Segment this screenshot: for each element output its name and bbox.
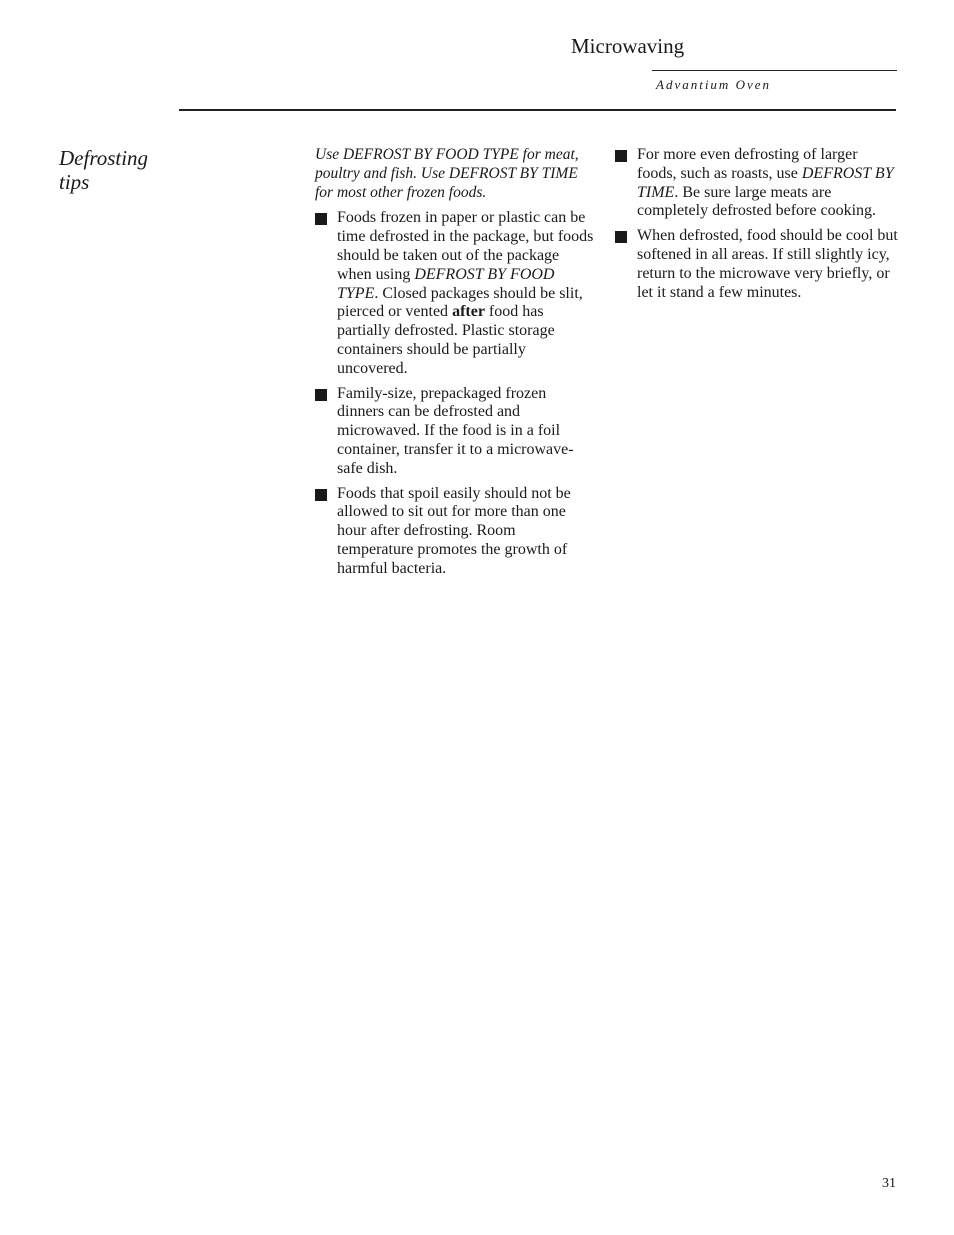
bullet-text-part: . Closed packages should be slit, pierced or vented: [337, 284, 583, 321]
bullet-text-italic: DEFROST BY TIME: [637, 164, 894, 201]
square-bullet-icon: [615, 231, 627, 243]
bullet-text-part: . Be sure large meats are completely defrosted before cooking.: [637, 183, 877, 220]
side-heading: [59, 146, 199, 194]
bullet-text: When defrosted, food should be cool but softened in all areas. If still slightly icy, return to the microwave very briefly, or let it stand a few minutes.: [637, 227, 898, 301]
side-heading-line1: Defrosting: [59, 146, 149, 170]
list-item: [315, 385, 595, 479]
bullet-text: Family-size, prepackaged frozen dinners can be defrosted and microwaved. If the food is in a foil container, transfer it to a microwave-safe dish.: [337, 384, 574, 477]
bullet-list-right: [615, 146, 900, 302]
square-bullet-icon: [315, 489, 327, 501]
section-subtitle: Advantium Oven: [656, 77, 772, 92]
list-item: [615, 227, 900, 302]
header-rule-short: [652, 70, 897, 71]
bullet-text-part: food has partially defrosted. Plastic storage containers should be partially uncovered.: [337, 303, 555, 377]
section-title: Microwaving: [571, 34, 685, 58]
column-left: [315, 146, 595, 585]
header-rule-long: [179, 109, 896, 111]
square-bullet-icon: [615, 150, 627, 162]
page-number: 31: [882, 1176, 896, 1191]
side-heading-line2: tips: [59, 170, 90, 194]
bullet-text: [637, 146, 894, 219]
list-item: [615, 146, 900, 221]
list-item: [315, 485, 595, 579]
list-item: [315, 209, 595, 378]
bullet-text: Foods that spoil easily should not be allowed to sit out for more than one hour after defrosting. Room temperature promotes the growth of harmful bacteria.: [337, 484, 571, 577]
bullet-list-left: [315, 209, 595, 578]
bullet-text: [337, 209, 593, 376]
bullet-text-part: For more even defrosting of larger foods, such as roasts, use: [637, 146, 858, 182]
square-bullet-icon: [315, 213, 327, 225]
bullet-text-part: Foods frozen in paper or plastic can be time defrosted in the package, but foods should be taken out of the package when using: [337, 209, 594, 283]
bullet-text-italic: DEFROST BY FOOD TYPE: [337, 265, 555, 302]
intro-text: Use DEFROST BY FOOD TYPE for meat, poultry and fish. Use DEFROST BY TIME for most other frozen foods.: [315, 146, 579, 201]
bullet-text-bold: after: [452, 303, 485, 321]
column-right: [615, 146, 900, 308]
square-bullet-icon: [315, 389, 327, 401]
